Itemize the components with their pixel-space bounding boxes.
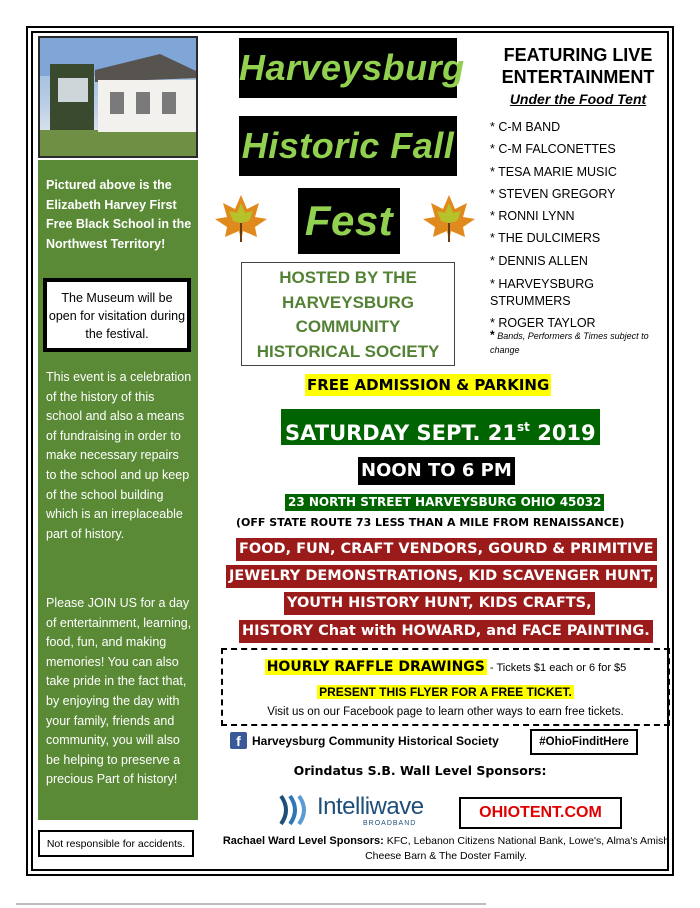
list-item: * ROGER TAYLOR: [490, 316, 596, 331]
accidents-disclaimer: Not responsible for accidents.: [38, 830, 194, 857]
title-line-2: Historic Fall: [239, 116, 457, 176]
raffle-price: - Tickets $1 each or 6 for $5: [486, 662, 627, 674]
entertainment-heading: FEATURING LIVE ENTERTAINMENT: [501, 45, 655, 87]
raffle-facebook-note: Visit us on our Facebook page to learn other ways to earn free tickets.: [267, 706, 624, 718]
sidebar-intro: Pictured above is the Elizabeth Harvey First Free Black School in the Northwest Territory!: [46, 178, 192, 251]
raffle-flyer-note: PRESENT THIS FLYER FOR A FREE TICKET.: [319, 685, 572, 699]
left-sidebar: [38, 160, 198, 820]
maple-leaf-icon: [213, 193, 269, 243]
list-item: * THE DULCIMERS: [490, 231, 601, 246]
list-item: * TESA MARIE MUSIC: [490, 164, 617, 179]
maple-leaf-icon: [421, 193, 477, 243]
hosted-by-box: HOSTED BY THE HARVEYSBURG COMMUNITY HISTORICAL SOCIETY: [241, 262, 455, 366]
intelliwave-logo: Intelliwave BROADBAND: [277, 790, 432, 830]
rachael-sponsors: Rachael Ward Level Sponsors: KFC, Lebanon Citizens National Bank, Lowe's, Alma's Amish Cheese Barn & The Doster Family.: [222, 835, 670, 862]
facebook-icon[interactable]: f: [230, 732, 247, 749]
activity-line: JEWELRY DEMONSTRATIONS, KID SCAVENGER HUNT,: [226, 565, 657, 588]
list-item: * HARVEYSBURG STRUMMERS: [490, 277, 594, 309]
sponsor-heading: Orindatus S.B. Wall Level Sponsors:: [293, 763, 547, 778]
address-banner: 23 NORTH STREET HARVEYSBURG OHIO 45032: [285, 494, 604, 511]
sidebar-join-text: Please JOIN US for a day of entertainment, learning, food, fun, and making memories! You can also take pride in the fact that, by enjoying the day with your family, friends and community, you will also be helping to preserve a precious Part of history!: [46, 596, 192, 787]
list-item: * STEVEN GREGORY: [490, 186, 616, 201]
entertainment-subheading: Under the Food Tent: [509, 91, 647, 107]
activity-line: FOOD, FUN, CRAFT VENDORS, GOURD & PRIMITIVE: [236, 538, 657, 561]
performer-note: * Bands, Performers & Times subject to change: [490, 328, 649, 355]
title-line-1: Harveysburg: [239, 38, 457, 98]
list-item: * DENNIS ALLEN: [490, 253, 588, 268]
list-item: * C-M BAND: [490, 120, 561, 134]
sidebar-event-text: This event is a celebration of the history of this school and also a means of fundraising in order to make necessary repairs to the school and up keep of the school building which is an irreplaceable part of history.: [46, 370, 192, 541]
raffle-heading: HOURLY RAFFLE DRAWINGS: [266, 659, 485, 675]
route-directions: (OFF STATE ROUTE 73 LESS THAN A MILE FROM RENAISSANCE): [236, 516, 625, 529]
ohiotent-logo: OHIOTENT.COM: [459, 797, 622, 829]
list-item: * RONNI LYNN: [490, 209, 575, 224]
hashtag-box: #OhioFinditHere: [530, 729, 638, 755]
raffle-box: [221, 648, 670, 726]
signal-waves-icon: [277, 790, 317, 830]
list-item: * C-M FALCONETTES: [490, 142, 616, 157]
date-banner: SATURDAY SEPT. 21st 2019: [281, 409, 600, 445]
facebook-page-name[interactable]: Harveysburg Community Historical Society: [252, 734, 499, 748]
museum-notice: The Museum will be open for visitation during the festival.: [43, 278, 191, 352]
admission-banner: FREE ADMISSION & PARKING: [307, 376, 550, 394]
activity-line: HISTORY Chat with HOWARD, and FACE PAINTING.: [239, 620, 653, 643]
schoolhouse-photo: [38, 36, 198, 158]
activity-line: YOUTH HISTORY HUNT, KIDS CRAFTS,: [284, 592, 595, 615]
performer-list: [490, 116, 662, 334]
page-divider: [16, 903, 486, 905]
title-line-3: Fest: [298, 188, 400, 254]
time-banner: NOON TO 6 PM: [358, 457, 515, 485]
